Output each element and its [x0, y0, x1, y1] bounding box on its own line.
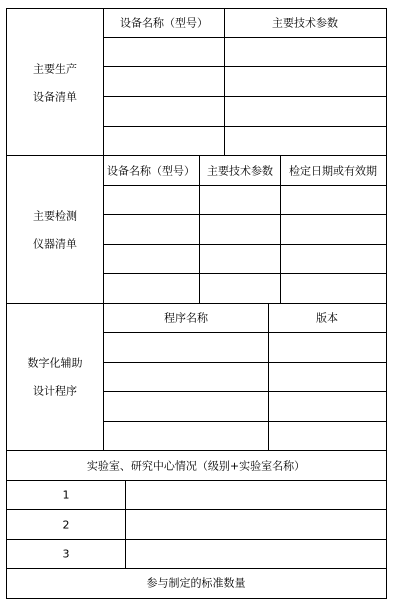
- rule: [103, 214, 386, 215]
- equipment-col-name-header: 设备名称（型号）: [120, 16, 208, 30]
- equipment-col-params-header: 主要技术参数: [272, 16, 338, 30]
- labs-header: 实验室、研究中心情况（级别+实验室名称）: [86, 459, 306, 473]
- rule: [103, 391, 386, 392]
- rule: [6, 480, 386, 481]
- rule: [103, 244, 386, 245]
- border-left: [6, 8, 7, 599]
- rule: [103, 37, 386, 38]
- instruments-label-line2: 仪器清单: [33, 237, 77, 251]
- rule: [6, 450, 386, 451]
- border-bottom: [6, 598, 386, 599]
- rule: [103, 362, 386, 363]
- instruments-col-date-header: 检定日期或有效期: [289, 164, 377, 178]
- instruments-col-params-header: 主要技术参数: [207, 164, 273, 178]
- rule: [103, 421, 386, 422]
- rule: [125, 480, 126, 569]
- rule: [6, 539, 386, 540]
- instruments-label-line1: 主要检测: [33, 209, 77, 223]
- rule: [6, 509, 386, 510]
- labs-row-number: 2: [62, 518, 70, 532]
- rule: [103, 332, 386, 333]
- rule: [103, 126, 386, 127]
- rule: [6, 155, 386, 156]
- rule: [268, 303, 269, 451]
- border-top: [6, 8, 386, 9]
- rule: [103, 66, 386, 67]
- rule: [199, 155, 200, 304]
- software-col-name-header: 程序名称: [164, 311, 208, 325]
- labs-row-number: 1: [62, 488, 70, 502]
- software-col-version-header: 版本: [316, 311, 338, 325]
- standards-label: 参与制定的标准数量: [146, 576, 246, 590]
- rule: [6, 303, 386, 304]
- equipment-label-line2: 设备清单: [33, 90, 77, 104]
- rule: [103, 273, 386, 274]
- software-label-line2: 设计程序: [33, 384, 77, 398]
- rule: [6, 568, 386, 569]
- rule: [103, 8, 104, 451]
- rule: [280, 155, 281, 304]
- rule: [103, 96, 386, 97]
- equipment-label-line1: 主要生产: [33, 62, 77, 76]
- rule: [224, 8, 225, 156]
- software-label-line1: 数字化辅助: [27, 356, 83, 370]
- border-right: [386, 8, 387, 599]
- labs-row-number: 3: [62, 547, 70, 561]
- rule: [103, 185, 386, 186]
- instruments-col-name-header: 设备名称（型号）: [107, 164, 195, 178]
